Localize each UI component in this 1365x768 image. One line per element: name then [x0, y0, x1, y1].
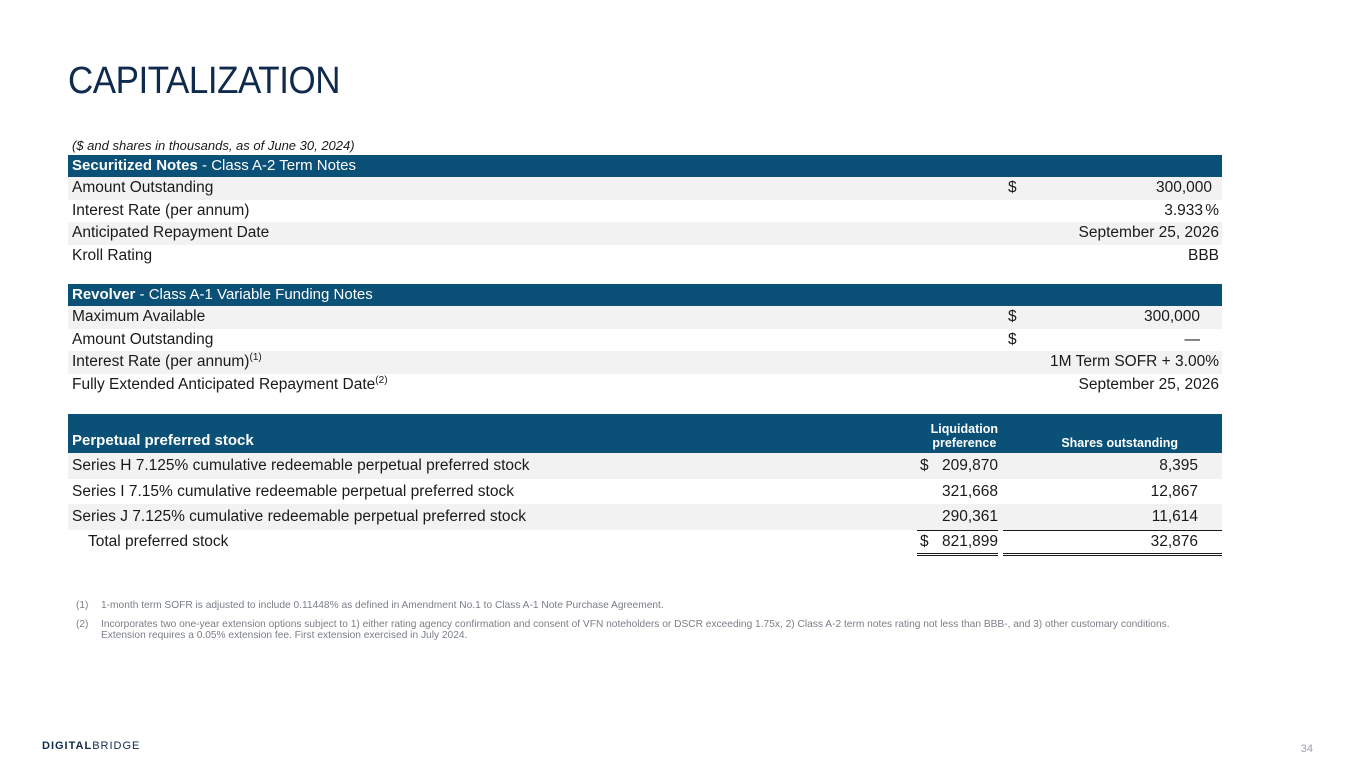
liquidation-value: 321,668: [941, 482, 998, 500]
liquidation-value: 821,899: [941, 532, 998, 550]
footnote: [76, 619, 1206, 642]
row-label: Maximum Available: [72, 308, 206, 325]
shares-value: 12,867: [1150, 482, 1198, 500]
footnote-ref: (2): [375, 374, 388, 386]
row-value: 3.933: [1164, 201, 1203, 219]
digitalbridge-logo: DIGITALBRIDGE: [42, 740, 141, 752]
preferred-stock-table: [68, 414, 1222, 553]
row-label: Interest Rate (per annum): [72, 201, 250, 219]
row-value: 300,000: [1143, 308, 1200, 325]
double-underline: [917, 553, 998, 556]
dollar-sign: $: [920, 532, 929, 550]
total-row: [68, 530, 1222, 553]
footnote-text: 1-month term SOFR is adjusted to include 0.11448% as defined in Amendment No.1 to Class A-1 Note Purchase Agreement.: [101, 600, 664, 611]
liquidation-value: 209,870: [941, 457, 998, 474]
row-label: Series I 7.15% cumulative redeemable perpetual preferred stock: [72, 482, 514, 500]
shares-outstanding-header: Shares outstanding: [1061, 436, 1178, 450]
table-row: [68, 245, 1222, 268]
table-row: [68, 351, 1222, 374]
double-underline: [1003, 553, 1222, 556]
row-value: September 25, 2026: [1078, 224, 1219, 241]
revolver-header: Revolver - Class A-1 Variable Funding Notes: [68, 284, 1222, 306]
footnote-number: (1): [76, 600, 89, 611]
preferred-stock-header: [68, 414, 1222, 453]
shares-value: 32,876: [1150, 532, 1198, 550]
table-row: [68, 329, 1222, 352]
dollar-sign: $: [1008, 179, 1017, 196]
page-number: 34: [1300, 743, 1313, 755]
table-row: [68, 374, 1222, 397]
footnote: [76, 600, 1206, 612]
page-title: CAPITALIZATION: [68, 60, 340, 102]
table-subtitle: ($ and shares in thousands, as of June 30, 2024): [72, 138, 355, 153]
shares-value: 8,395: [1159, 457, 1198, 474]
dollar-sign: $: [920, 457, 929, 474]
row-label: Series H 7.125% cumulative redeemable perpetual preferred stock: [72, 457, 530, 474]
table-row: [68, 177, 1222, 200]
securitized-notes-header: Securitized Notes - Class A-2 Term Notes: [68, 155, 1222, 177]
row-label: Amount Outstanding: [72, 330, 214, 348]
table-row: [68, 306, 1222, 329]
liquidation-preference-header: Liquidation preference: [930, 422, 998, 450]
row-label: Fully Extended Anticipated Repayment Date$^{(2)}$: [72, 374, 388, 393]
liquidation-value: 290,361: [941, 508, 998, 525]
footnote-text: Incorporates two one-year extension options subject to 1) either rating agency confirmation and consent of VFN noteholders or DSCR exceeding 1.75x, 2) Class A-2 term notes rating not less than BBB-, and 3) other customary conditions. Extension requires a 0.05% extension fee. First extension exercised in July 2024.: [101, 618, 1170, 641]
dollar-sign: $: [1008, 308, 1017, 325]
securitized-notes-table: [68, 155, 1222, 267]
row-value: 1M Term SOFR + 3.00%: [1050, 353, 1219, 370]
header-label: Perpetual preferred stock: [72, 432, 254, 449]
footnote-ref: (1): [249, 352, 262, 363]
table-row: [68, 222, 1222, 245]
table-row: [68, 504, 1222, 530]
row-label: Interest Rate (per annum)$^{(1)}$: [72, 352, 262, 370]
row-value: —: [1184, 330, 1200, 348]
row-value: September 25, 2026: [1078, 375, 1219, 393]
footnotes: [76, 600, 1206, 649]
row-value: 300,000: [1155, 179, 1212, 196]
table-row: [68, 200, 1222, 223]
row-label: Total preferred stock: [88, 532, 229, 550]
dollar-sign: $: [1008, 330, 1017, 348]
percent-sign: %: [1205, 201, 1219, 219]
row-label: Series J 7.125% cumulative redeemable perpetual preferred stock: [72, 508, 527, 525]
revolver-table: [68, 284, 1222, 396]
row-label: Anticipated Repayment Date: [72, 224, 270, 241]
table-row: [68, 453, 1222, 479]
row-value: BBB: [1187, 246, 1219, 264]
shares-value: 11,614: [1151, 508, 1198, 525]
row-label: Kroll Rating: [72, 246, 153, 264]
footnote-number: (2): [76, 618, 89, 630]
table-row: [68, 479, 1222, 505]
row-label: Amount Outstanding: [72, 179, 214, 196]
